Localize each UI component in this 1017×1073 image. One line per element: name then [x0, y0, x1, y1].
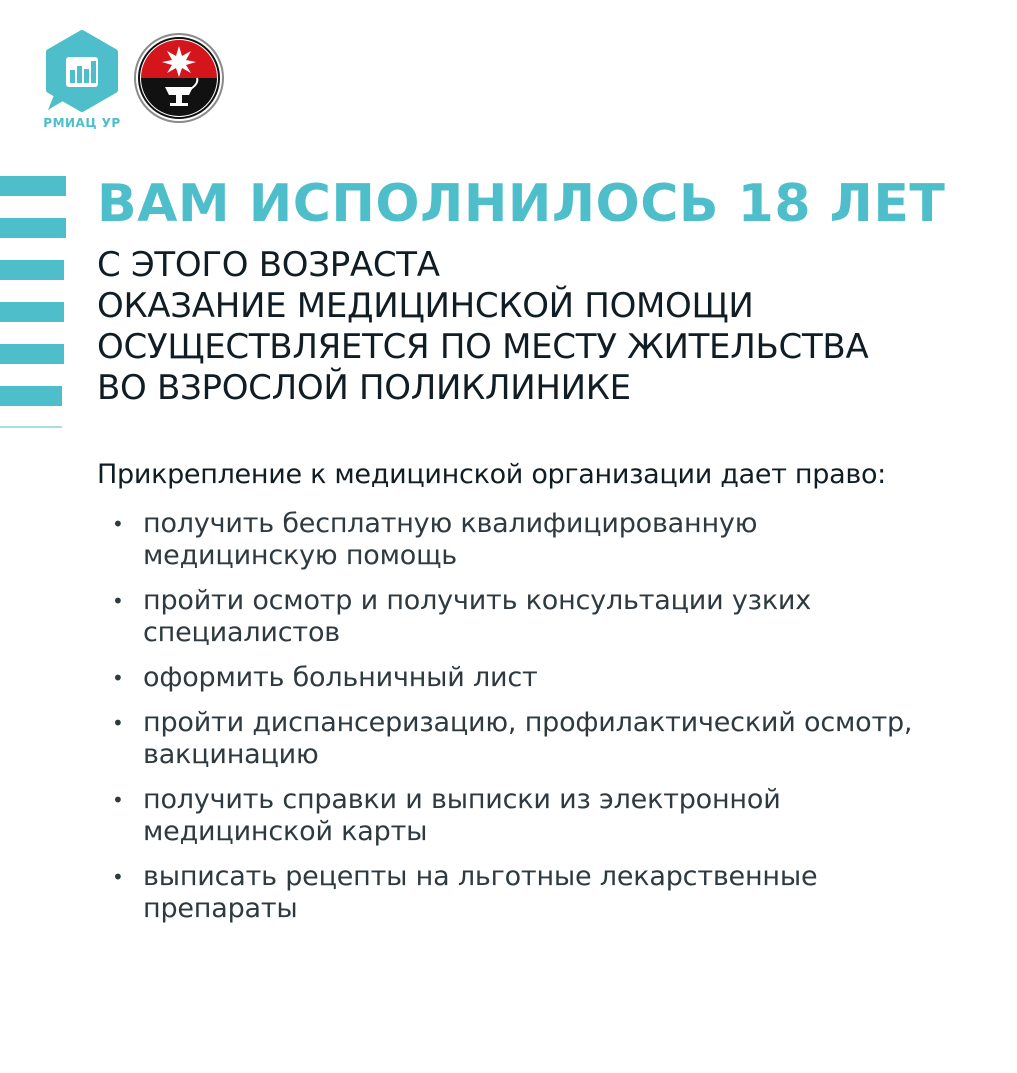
list-item — [112, 585, 992, 649]
stripe — [0, 386, 62, 406]
list-item-text: вакцинацию — [143, 739, 319, 770]
subheading-line: С ЭТОГО ВОЗРАСТА — [97, 245, 440, 285]
stripe — [0, 260, 64, 280]
bullet-icon: • — [112, 589, 124, 613]
list-item-text: специалистов — [143, 617, 340, 648]
stripe — [0, 302, 64, 322]
list-item-text: медицинскую помощь — [143, 540, 458, 571]
list-item-text: медицинской карты — [143, 816, 428, 847]
stripe — [0, 176, 66, 196]
list-item-text: оформить больничный лист — [143, 662, 538, 693]
medical-emblem-logo — [133, 32, 225, 124]
page-title: ВАМ ИСПОЛНИЛОСЬ 18 ЛЕТ — [97, 174, 946, 234]
decorative-stripes — [0, 176, 66, 430]
bullet-icon: • — [112, 788, 124, 812]
rmiac-logo — [42, 30, 122, 130]
subheading-line: ОКАЗАНИЕ МЕДИЦИНСКОЙ ПОМОЩИ — [97, 286, 754, 326]
bullet-icon: • — [112, 865, 124, 889]
bar-chart-hexagon-icon — [42, 30, 122, 116]
list-item-text: получить справки и выписки из электронной — [143, 784, 781, 815]
list-item-text: получить бесплатную квалифицированную — [143, 508, 758, 539]
list-item-text: пройти диспансеризацию, профилактический осмотр, — [143, 707, 913, 738]
bullet-icon: • — [112, 666, 124, 690]
list-item — [112, 662, 992, 694]
list-item-text: препараты — [143, 893, 298, 924]
subheading-line: ОСУЩЕСТВЛЯЕТСЯ ПО МЕСТУ ЖИТЕЛЬСТВА — [97, 327, 869, 367]
subheading-line: ВО ВЗРОСЛОЙ ПОЛИКЛИНИКЕ — [97, 368, 631, 408]
list-item — [112, 508, 992, 572]
list-item — [112, 784, 992, 848]
rmiac-logo-text: РМИАЦ УР — [43, 116, 121, 130]
stripe — [0, 218, 66, 238]
subheading — [97, 245, 868, 409]
bullet-icon: • — [112, 512, 124, 536]
list-item-text: пройти осмотр и получить консультации узких — [143, 585, 812, 616]
list-item — [112, 861, 992, 925]
stripe-divider — [0, 426, 62, 428]
udmurt-medical-emblem-icon — [133, 32, 225, 124]
bullet-icon: • — [112, 711, 124, 735]
list-item-text: выписать рецепты на льготные лекарственные — [143, 861, 818, 892]
list-item — [112, 707, 992, 771]
stripe — [0, 344, 64, 364]
rights-list — [112, 508, 992, 938]
rights-intro: Прикрепление к медицинской организации дает право: — [97, 459, 886, 490]
